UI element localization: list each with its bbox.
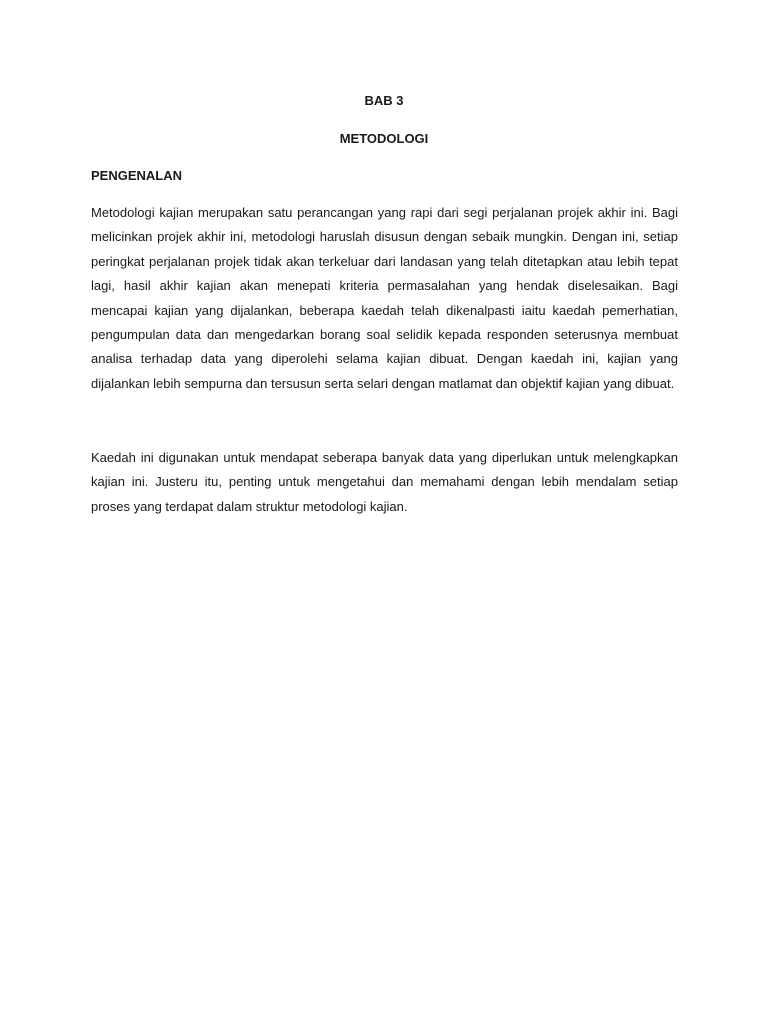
chapter-title: METODOLOGI (339, 131, 429, 146)
section-heading: PENGENALAN (91, 168, 183, 183)
paragraph-2: Kaedah ini digunakan untuk mendapat seberapa banyak data yang diperlukan untuk melengkapkan kajian ini. Justeru itu, penting untuk mengetahui dan memahami dengan lebih mendalam setiap proses yang terdapat dalam struktur metodologi kajian. (91, 450, 678, 514)
paragraph-1: Metodologi kajian merupakan satu perancangan yang rapi dari segi perjalanan projek akhir ini. Bagi melicinkan projek akhir ini, metodologi haruslah disusun dengan sebaik mungkin. Dengan ini, setiap peringkat perjalanan projek tidak akan terkeluar dari landasan yang telah ditetapkan atau lebih tepat lagi, hasil akhir kajian akan menepati kriteria permasalahan yang hendak diselesaikan. Bagi mencapai kajian yang dijalankan, beberapa kaedah telah dikenalpasti iaitu kaedah pemerhatian, pengumpulan data dan mengedarkan borang soal selidik kepada responden seterusnya membuat analisa terhadap data yang diperolehi selama kajian dibuat. Dengan kaedah ini, kajian yang dijalankan lebih sempurna dan tersusun serta selari dengan matlamat dan objektif kajian yang dibuat. (91, 205, 678, 391)
chapter-number: BAB 3 (364, 93, 404, 108)
